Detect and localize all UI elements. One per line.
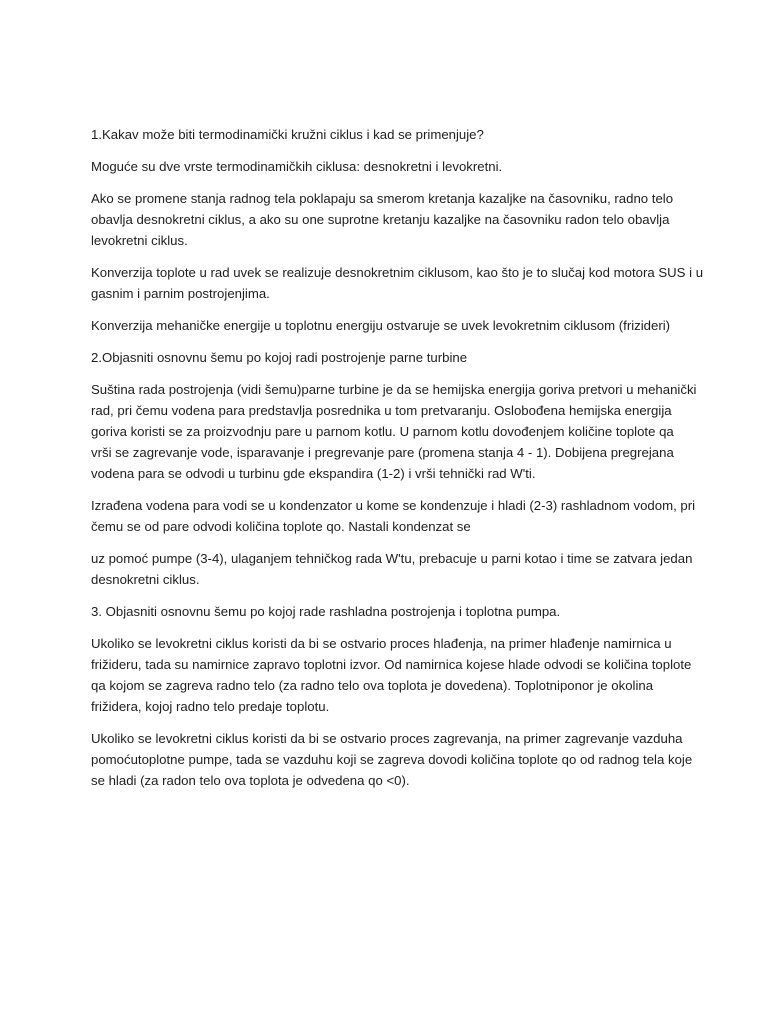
text-line: 2.Objasniti osnovnu šemu po kojoj radi postrojenje parne turbine [91, 350, 468, 365]
document-body [91, 124, 704, 802]
paragraph [91, 315, 691, 336]
text-line: čemu se od pare odvodi količina toplote qo. Nastali kondenzat se [91, 519, 471, 534]
text-line: Konverzija mehaničke energije u toplotnu energiju ostvaruje se uvek levokretnim ciklusom (frizideri) [91, 318, 671, 333]
text-line: obavlja desnokretni ciklus, a ako su one suprotne kretanju kazaljke na časovniku radon telo obavlja [91, 212, 670, 227]
paragraph [91, 379, 697, 484]
text-line: se hladi (za radon telo ova toplota je odvedena qo <0). [91, 773, 410, 788]
text-line: uz pomoć pumpe (3-4), ulaganjem tehničkog rada W'tu, prebacuje u parni kotao i time se zatvara jedan [91, 551, 693, 566]
text-line: 1.Kakav može biti termodinamički kružni ciklus i kad se primenjuje? [91, 127, 484, 142]
text-line: Suština rada postrojenja (vidi šemu)parne turbine je da se hemijska energija goriva pretvori u mehanički [91, 382, 697, 397]
question-3-heading [91, 601, 691, 622]
paragraph [91, 495, 696, 537]
text-line: vrši se zagrevanje vode, isparavanje i pregrevanje pare (promena stanja 4 - 1). Dobijena pregrejana [91, 445, 674, 460]
text-line: frižidera, kojoj radno telo predaje toplotu. [91, 699, 330, 714]
paragraph [91, 633, 691, 717]
paragraph [91, 728, 691, 791]
text-line: 3. Objasniti osnovnu šemu po kojoj rade rashladna postrojenja i toplotna pumpa. [91, 604, 561, 619]
text-line: Moguće su dve vrste termodinamičkih ciklusa: desnokretni i levokretni. [91, 159, 503, 174]
text-line: Ako se promene stanja radnog tela poklapaju sa smerom kretanja kazaljke na časovniku, radno telo [91, 191, 674, 206]
text-line: desnokretni ciklus. [91, 572, 200, 587]
text-line: qa kojom se zagreva radno telo (za radno telo ova toplota je dovedena). Toplotniponor je okolina [91, 678, 654, 693]
text-line: rad, pri čemu vodena para predstavlja posrednika u tom pretvaranju. Oslobođena hemijska energija [91, 403, 672, 418]
text-line: Ukoliko se levokretni ciklus koristi da bi se ostvario proces zagrevanja, na primer zagrevanje vazduha [91, 731, 683, 746]
question-2-heading [91, 347, 691, 368]
paragraph [91, 262, 704, 304]
text-line: Konverzija toplote u rad uvek se realizuje desnokretnim ciklusom, kao što je to slučaj kod motora SUS i u [91, 265, 704, 280]
text-line: gasnim i parnim postrojenjima. [91, 286, 270, 301]
text-line: Ukoliko se levokretni ciklus koristi da bi se ostvario proces hlađenja, na primer hlađenje namirnica u [91, 636, 672, 651]
paragraph [91, 548, 691, 590]
text-line: pomoćutoplotne pumpe, tada se vazduhu koji se zagreva dovodi količina toplote qo od radnog tela koje [91, 752, 693, 767]
text-line: goriva koristi se za proizvodnju pare u parnom kotlu. U parnom kotlu dovođenjem količine toplote qa [91, 424, 674, 439]
text-line: frižideru, tada su namirnice zapravo toplotni izvor. Od namirnica kojese hlade odvodi se količina toplote [91, 657, 692, 672]
paragraph [91, 156, 691, 177]
text-line: vodena para se odvodi u turbinu gde ekspandira (1-2) i vrši tehnički rad W'ti. [91, 466, 536, 481]
question-1-heading [91, 124, 691, 145]
paragraph [91, 188, 691, 251]
text-line: levokretni ciklus. [91, 233, 188, 248]
text-line: Izrađena vodena para vodi se u kondenzator u kome se kondenzuje i hladi (2-3) rashladnom vodom, pri [91, 498, 696, 513]
